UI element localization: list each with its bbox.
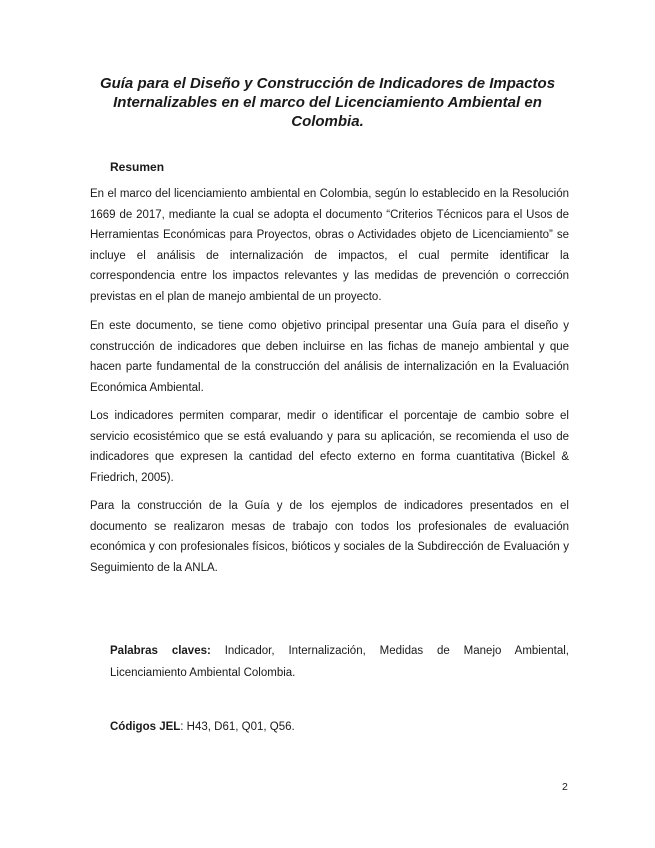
keywords-label: Palabras claves: [110, 645, 211, 657]
jel-codes-text: : H43, D61, Q01, Q56. [180, 721, 295, 733]
keywords-text: Indicador, Internalización, Medidas de Manejo Ambiental, Licenciamiento Ambiental Colombia. [110, 645, 569, 679]
abstract-paragraph: En este documento, se tiene como objetivo principal presentar una Guía para el diseño y construcción de indicadores que deben incluirse en las fichas de manejo ambiental y que hacen parte fundamental de la construcción del análisis de internalización en la Evaluación Económica Ambiental. [90, 320, 569, 394]
abstract-paragraph: En el marco del licenciamiento ambiental en Colombia, según lo establecido en la Resolución 1669 de 2017, mediante la cual se adopta el documento “Criterios Técnicos para el Usos de Herramientas Económicas para Proyectos, obras o Actividades objeto de Licenciamiento” se incluye el análisis de internalización de impactos, el cual permite identificar la correspondencia entre los impactos relevantes y las medidas de prevención o corrección previstas en el plan de manejo ambiental de un proyecto. [90, 188, 569, 303]
abstract-heading: Resumen [110, 160, 165, 174]
document-title: Guía para el Diseño y Construcción de Indicadores de Impactos Internalizables en el marco del Licenciamiento Ambiental en Colombia. [99, 75, 556, 130]
abstract-paragraph: Para la construcción de la Guía y de los ejemplos de indicadores presentados en el documento se realizaron mesas de trabajo con todos los profesionales de evaluación económica y con profesionales físicos, bióticos y sociales de la Subdirección de Evaluación y Seguimiento de la ANLA. [90, 500, 569, 574]
abstract-paragraph: Los indicadores permiten comparar, medir o identificar el porcentaje de cambio sobre el servicio ecosistémico que se está evaluando y para su aplicación, se recomienda el uso de indicadores que expresen la cantidad del efecto externo en forma cuantitativa (Bickel & Friedrich, 2005). [90, 410, 569, 484]
page-number: 2 [562, 781, 568, 793]
jel-codes-label: Códigos JEL [110, 721, 181, 733]
keywords-block [110, 640, 569, 684]
jel-codes-block [110, 716, 295, 738]
